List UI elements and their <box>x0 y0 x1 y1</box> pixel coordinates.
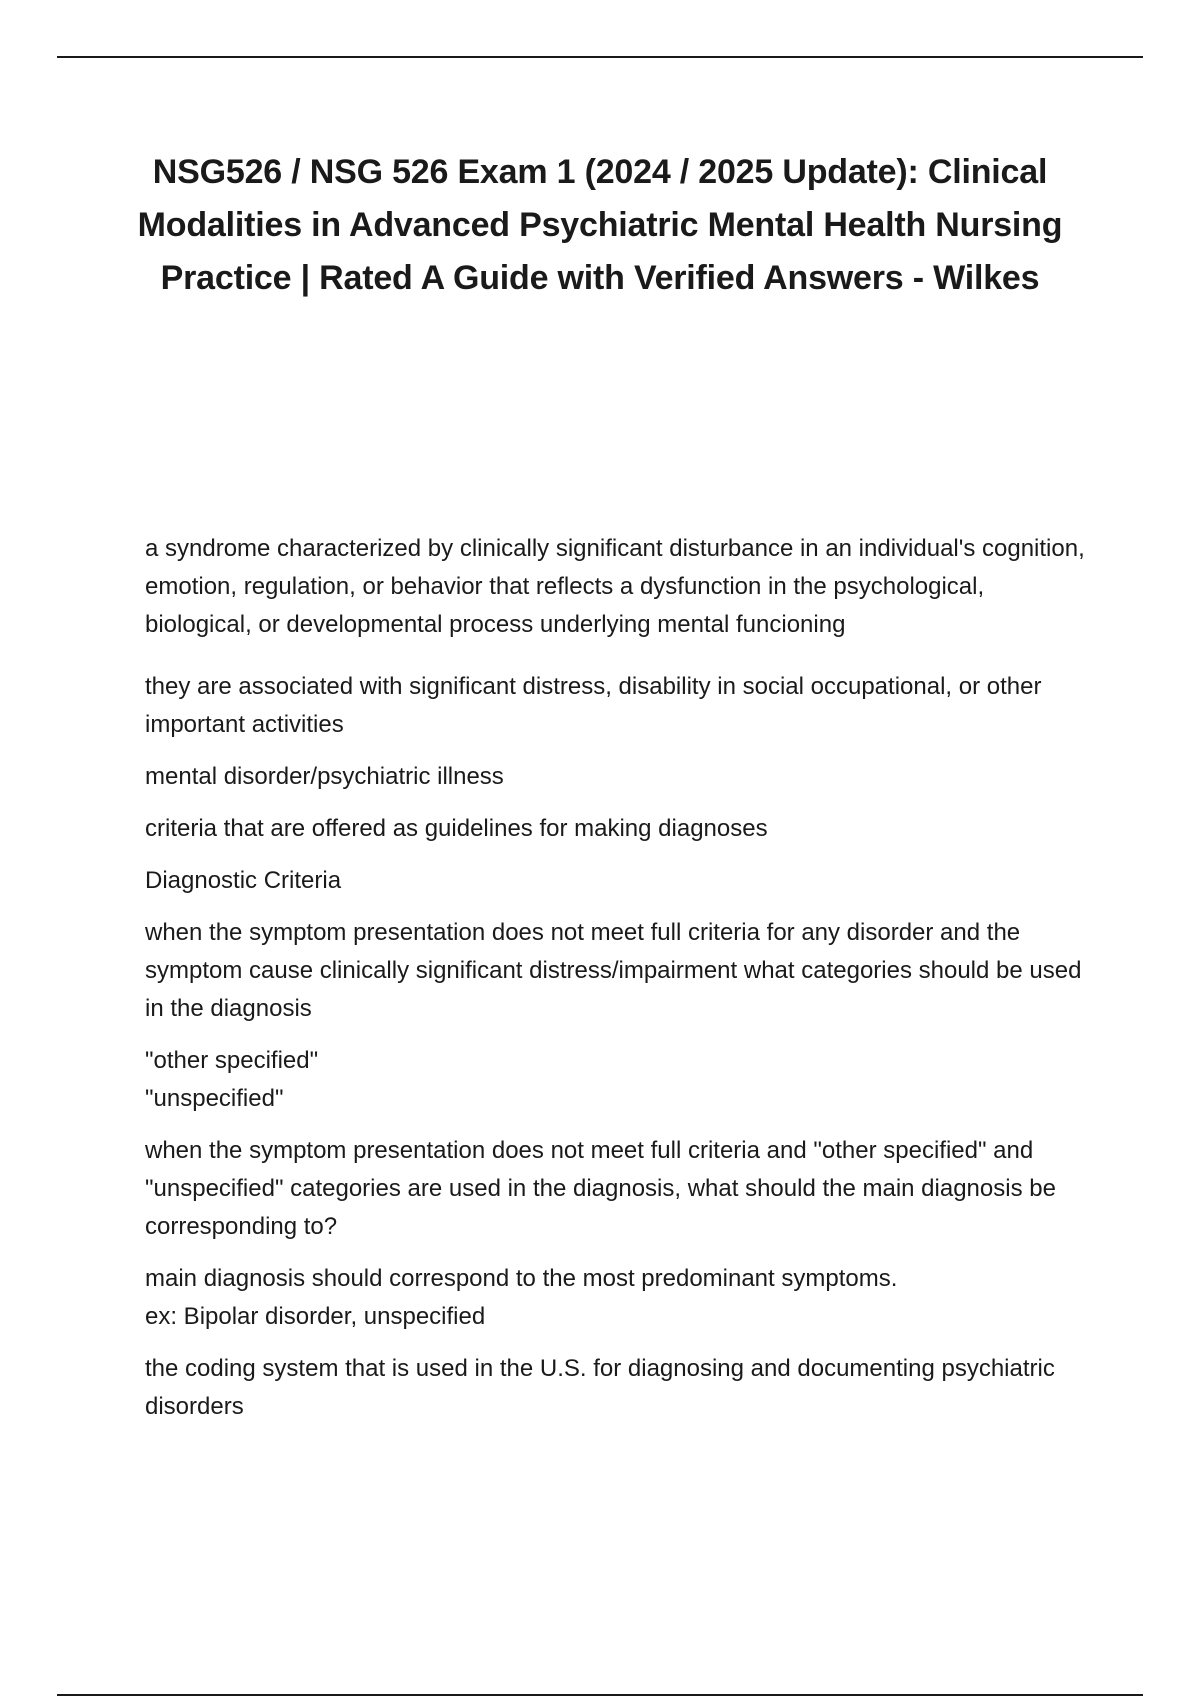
document-body <box>145 530 1085 1426</box>
top-divider <box>57 56 1143 58</box>
question-text: when the symptom presentation does not meet full criteria for any disorder and the symptom cause clinically significant distress/impairment what categories should be used in the diagnosis <box>145 919 1082 1022</box>
answer-text: Diagnostic Criteria <box>145 867 342 894</box>
question-text: when the symptom presentation does not meet full criteria and "other specified" and "unspecified" categories are used in the diagnosis, what should the main diagnosis be corresponding to? <box>145 1137 1056 1240</box>
question-text: criteria that are offered as guidelines for making diagnoses <box>145 815 768 842</box>
question-text: a syndrome characterized by clinically significant disturbance in an individual's cognition, emotion, regulation, or behavior that reflects a dysfunction in the psychological, biological, or developmental process underlying mental funcioning <box>145 535 1085 638</box>
question-text: the coding system that is used in the U.S. for diagnosing and documenting psychiatric disorders <box>145 1355 1055 1420</box>
bottom-divider <box>57 1694 1143 1696</box>
answer-text: main diagnosis should correspond to the most predominant symptoms. ex: Bipolar disorder, unspecified <box>145 1265 898 1330</box>
answer-text: "other specified" "unspecified" <box>145 1047 319 1112</box>
answer-text: mental disorder/psychiatric illness <box>145 763 504 790</box>
question-text: they are associated with significant distress, disability in social occupational, or other important activities <box>145 673 1042 738</box>
document-title: NSG526 / NSG 526 Exam 1 (2024 / 2025 Update): Clinical Modalities in Advanced Psychiatric Mental Health Nursing Practice | Rated A Guide with Verified Answers - Wilkes <box>137 153 1063 297</box>
